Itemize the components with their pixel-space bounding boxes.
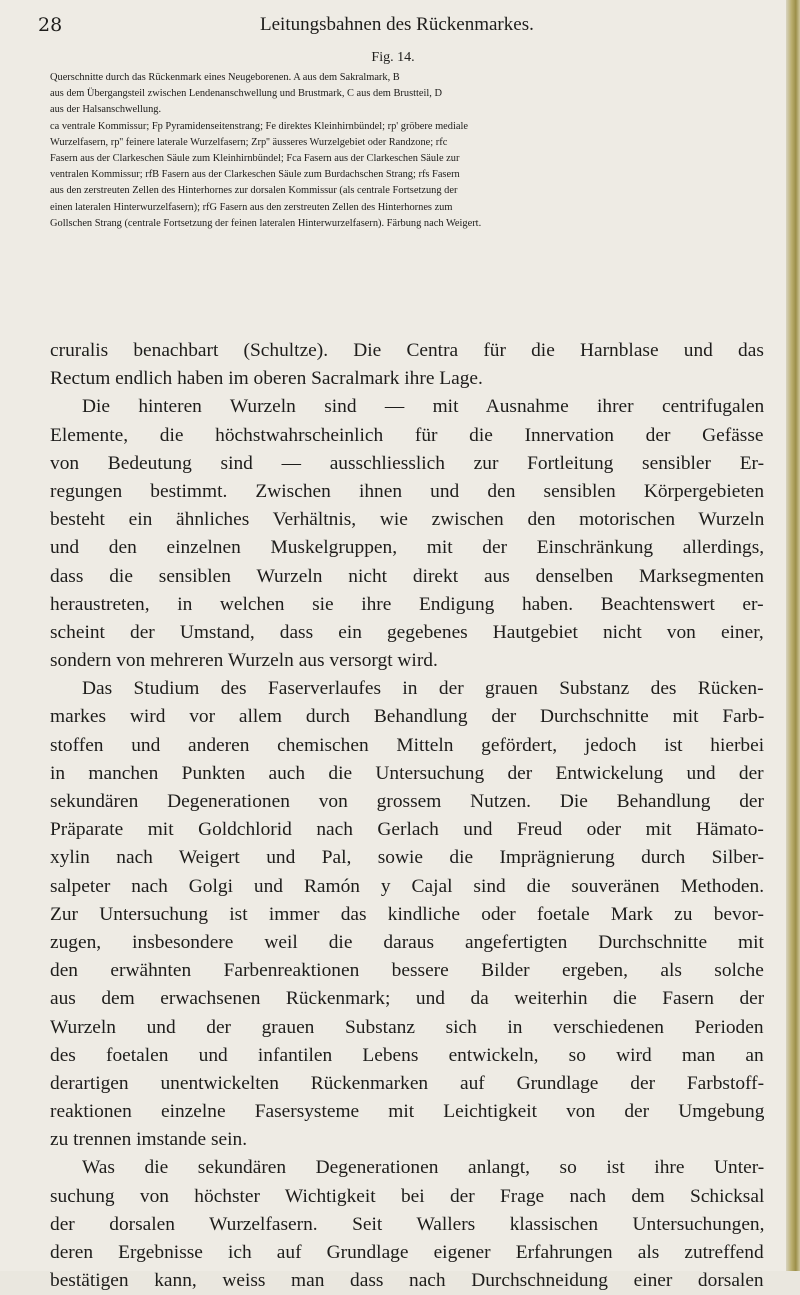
body-line: dass die sensiblen Wurzeln nicht direkt aus denselben Marksegmenten bbox=[50, 565, 764, 587]
body-line: suchung von höchster Wichtigkeit bei der Frage nach dem Schicksal bbox=[50, 1185, 764, 1207]
body-line: der dorsalen Wurzelfasern. Seit Wallers klassischen Untersuchungen, bbox=[50, 1213, 764, 1235]
body-line: cruralis benachbart (Schultze). Die Centra für die Harnblase und das bbox=[50, 340, 764, 361]
body-line: reaktionen einzelne Fasersysteme mit Leichtigkeit von der Umgebung bbox=[50, 1101, 764, 1123]
body-line: Präparate mit Goldchlorid nach Gerlach und Freud oder mit Hämato- bbox=[50, 819, 764, 841]
body-line: sekundären Degenerationen von grossem Nutzen. Die Behandlung der bbox=[50, 791, 764, 812]
body-line: und den einzelnen Muskelgruppen, mit der Einschränkung allerdings, bbox=[50, 537, 764, 559]
body-line: besteht ein ähnliches Verhältnis, wie zwischen den motorischen Wurzeln bbox=[50, 509, 764, 531]
body-line: heraustreten, in welchen sie ihre Endigung haben. Beachtenswert er- bbox=[50, 593, 764, 615]
running-title: Leitungsbahnen des Rückenmarkes. bbox=[260, 14, 534, 35]
body-line: deren Ergebnisse ich auf Grundlage eigener Erfahrungen als zutreffend bbox=[50, 1242, 764, 1263]
body-line: von Bedeutung sind — ausschliesslich zur Fortleitung sensibler Er- bbox=[50, 452, 764, 474]
caption-line: Fasern aus der Clarkeschen Säule zum Kleinhirnbündel; Fca Fasern aus der Clarkeschen Säule zur bbox=[50, 153, 460, 165]
body-line: in manchen Punkten auch die Untersuchung der Entwickelung und der bbox=[50, 762, 764, 784]
body-line: derartigen unentwickelten Rückenmarken auf Grundlage der Farbstoff- bbox=[50, 1072, 764, 1094]
body-line: des foetalen und infantilen Lebens entwickeln, so wird man an bbox=[50, 1044, 764, 1066]
body-line: regungen bestimmt. Zwischen ihnen und den sensiblen Körpergebieten bbox=[50, 480, 764, 502]
caption-line: einen lateralen Hinterwurzelfasern); rfG Fasern aus den zerstreuten Zellen des Hinterhornes zum bbox=[50, 201, 453, 213]
page-number: 28 bbox=[38, 14, 63, 36]
page-header bbox=[38, 10, 758, 40]
caption-line: Querschnitte durch das Rückenmark eines Neugeborenen. A aus dem Sakralmark, B bbox=[50, 72, 400, 83]
caption-line: Gollschen Strang (centrale Fortsetzung der feinen lateralen Hinterwurzelfasern). Färbung nach Weigert. bbox=[50, 217, 482, 229]
body-line: markes wird vor allem durch Behandlung der Durchschnitte mit Farb- bbox=[50, 706, 764, 728]
body-line: sondern von mehreren Wurzeln aus versorgt wird. bbox=[50, 650, 438, 672]
figure-caption bbox=[50, 70, 762, 232]
page-binding-edge bbox=[786, 0, 800, 1271]
body-line: zugen, insbesondere weil die daraus angefertigten Durchschnitte mit bbox=[50, 931, 764, 953]
body-line: Zur Untersuchung ist immer das kindliche oder foetale Mark zu bevor- bbox=[50, 903, 764, 925]
body-line: Die hinteren Wurzeln sind — mit Ausnahme ihrer centrifugalen bbox=[82, 396, 764, 418]
body-line: xylin nach Weigert und Pal, sowie die Imprägnierung durch Silber- bbox=[50, 847, 764, 869]
body-line: den erwähnten Farbenreaktionen bessere Bilder ergeben, als solche bbox=[50, 960, 764, 982]
body-text bbox=[50, 337, 764, 1295]
body-line: bestätigen kann, weiss man dass nach Durchschneidung einer dorsalen bbox=[50, 1270, 764, 1292]
body-line: zu trennen imstande sein. bbox=[50, 1129, 248, 1151]
caption-line: ventralen Kommissur; rfB Fasern aus der Clarkeschen Säule zum Burdachschen Strang; rfs Fasern bbox=[50, 169, 460, 181]
caption-line: ca ventrale Kommissur; Fp Pyramidenseitenstrang; Fe direktes Kleinhirnbündel; rp' gröbere mediale bbox=[50, 120, 468, 132]
body-line: scheint der Umstand, dass ein gegebenes Hautgebiet nicht von einer, bbox=[50, 621, 764, 643]
caption-line: aus der Halsanschwellung. bbox=[50, 104, 162, 116]
body-line: Elemente, die höchstwahrscheinlich für die Innervation der Gefässe bbox=[50, 424, 764, 446]
body-line: Wurzeln und der grauen Substanz sich in verschiedenen Perioden bbox=[50, 1016, 764, 1038]
body-line: aus dem erwachsenen Rückenmark; und da weiterhin die Fasern der bbox=[50, 988, 764, 1010]
caption-line: Wurzelfasern, rp'' feinere laterale Wurzelfasern; Zrp'' äusseres Wurzelgebiet oder Randzone; rfc bbox=[50, 136, 448, 148]
body-line: Was die sekundären Degenerationen anlangt, so ist ihre Unter- bbox=[82, 1157, 764, 1179]
caption-line: aus dem Übergangsteil zwischen Lendenanschwellung und Brustmark, C aus dem Brustteil, D bbox=[50, 88, 442, 100]
caption-line: aus den zerstreuten Zellen des Hinterhornes zur dorsalen Kommissur (als centrale Fortsetzung der bbox=[50, 185, 458, 197]
figure-label: Fig. 14. bbox=[371, 50, 415, 65]
body-line: stoffen und anderen chemischen Mitteln gefördert, jedoch ist hierbei bbox=[50, 734, 764, 756]
body-line: Das Studium des Faserverlaufes in der grauen Substanz des Rücken- bbox=[82, 678, 764, 700]
body-line: salpeter nach Golgi und Ramón y Cajal sind die souveränen Methoden. bbox=[50, 875, 764, 897]
body-line: Rectum endlich haben im oberen Sacralmark ihre Lage. bbox=[50, 368, 483, 390]
